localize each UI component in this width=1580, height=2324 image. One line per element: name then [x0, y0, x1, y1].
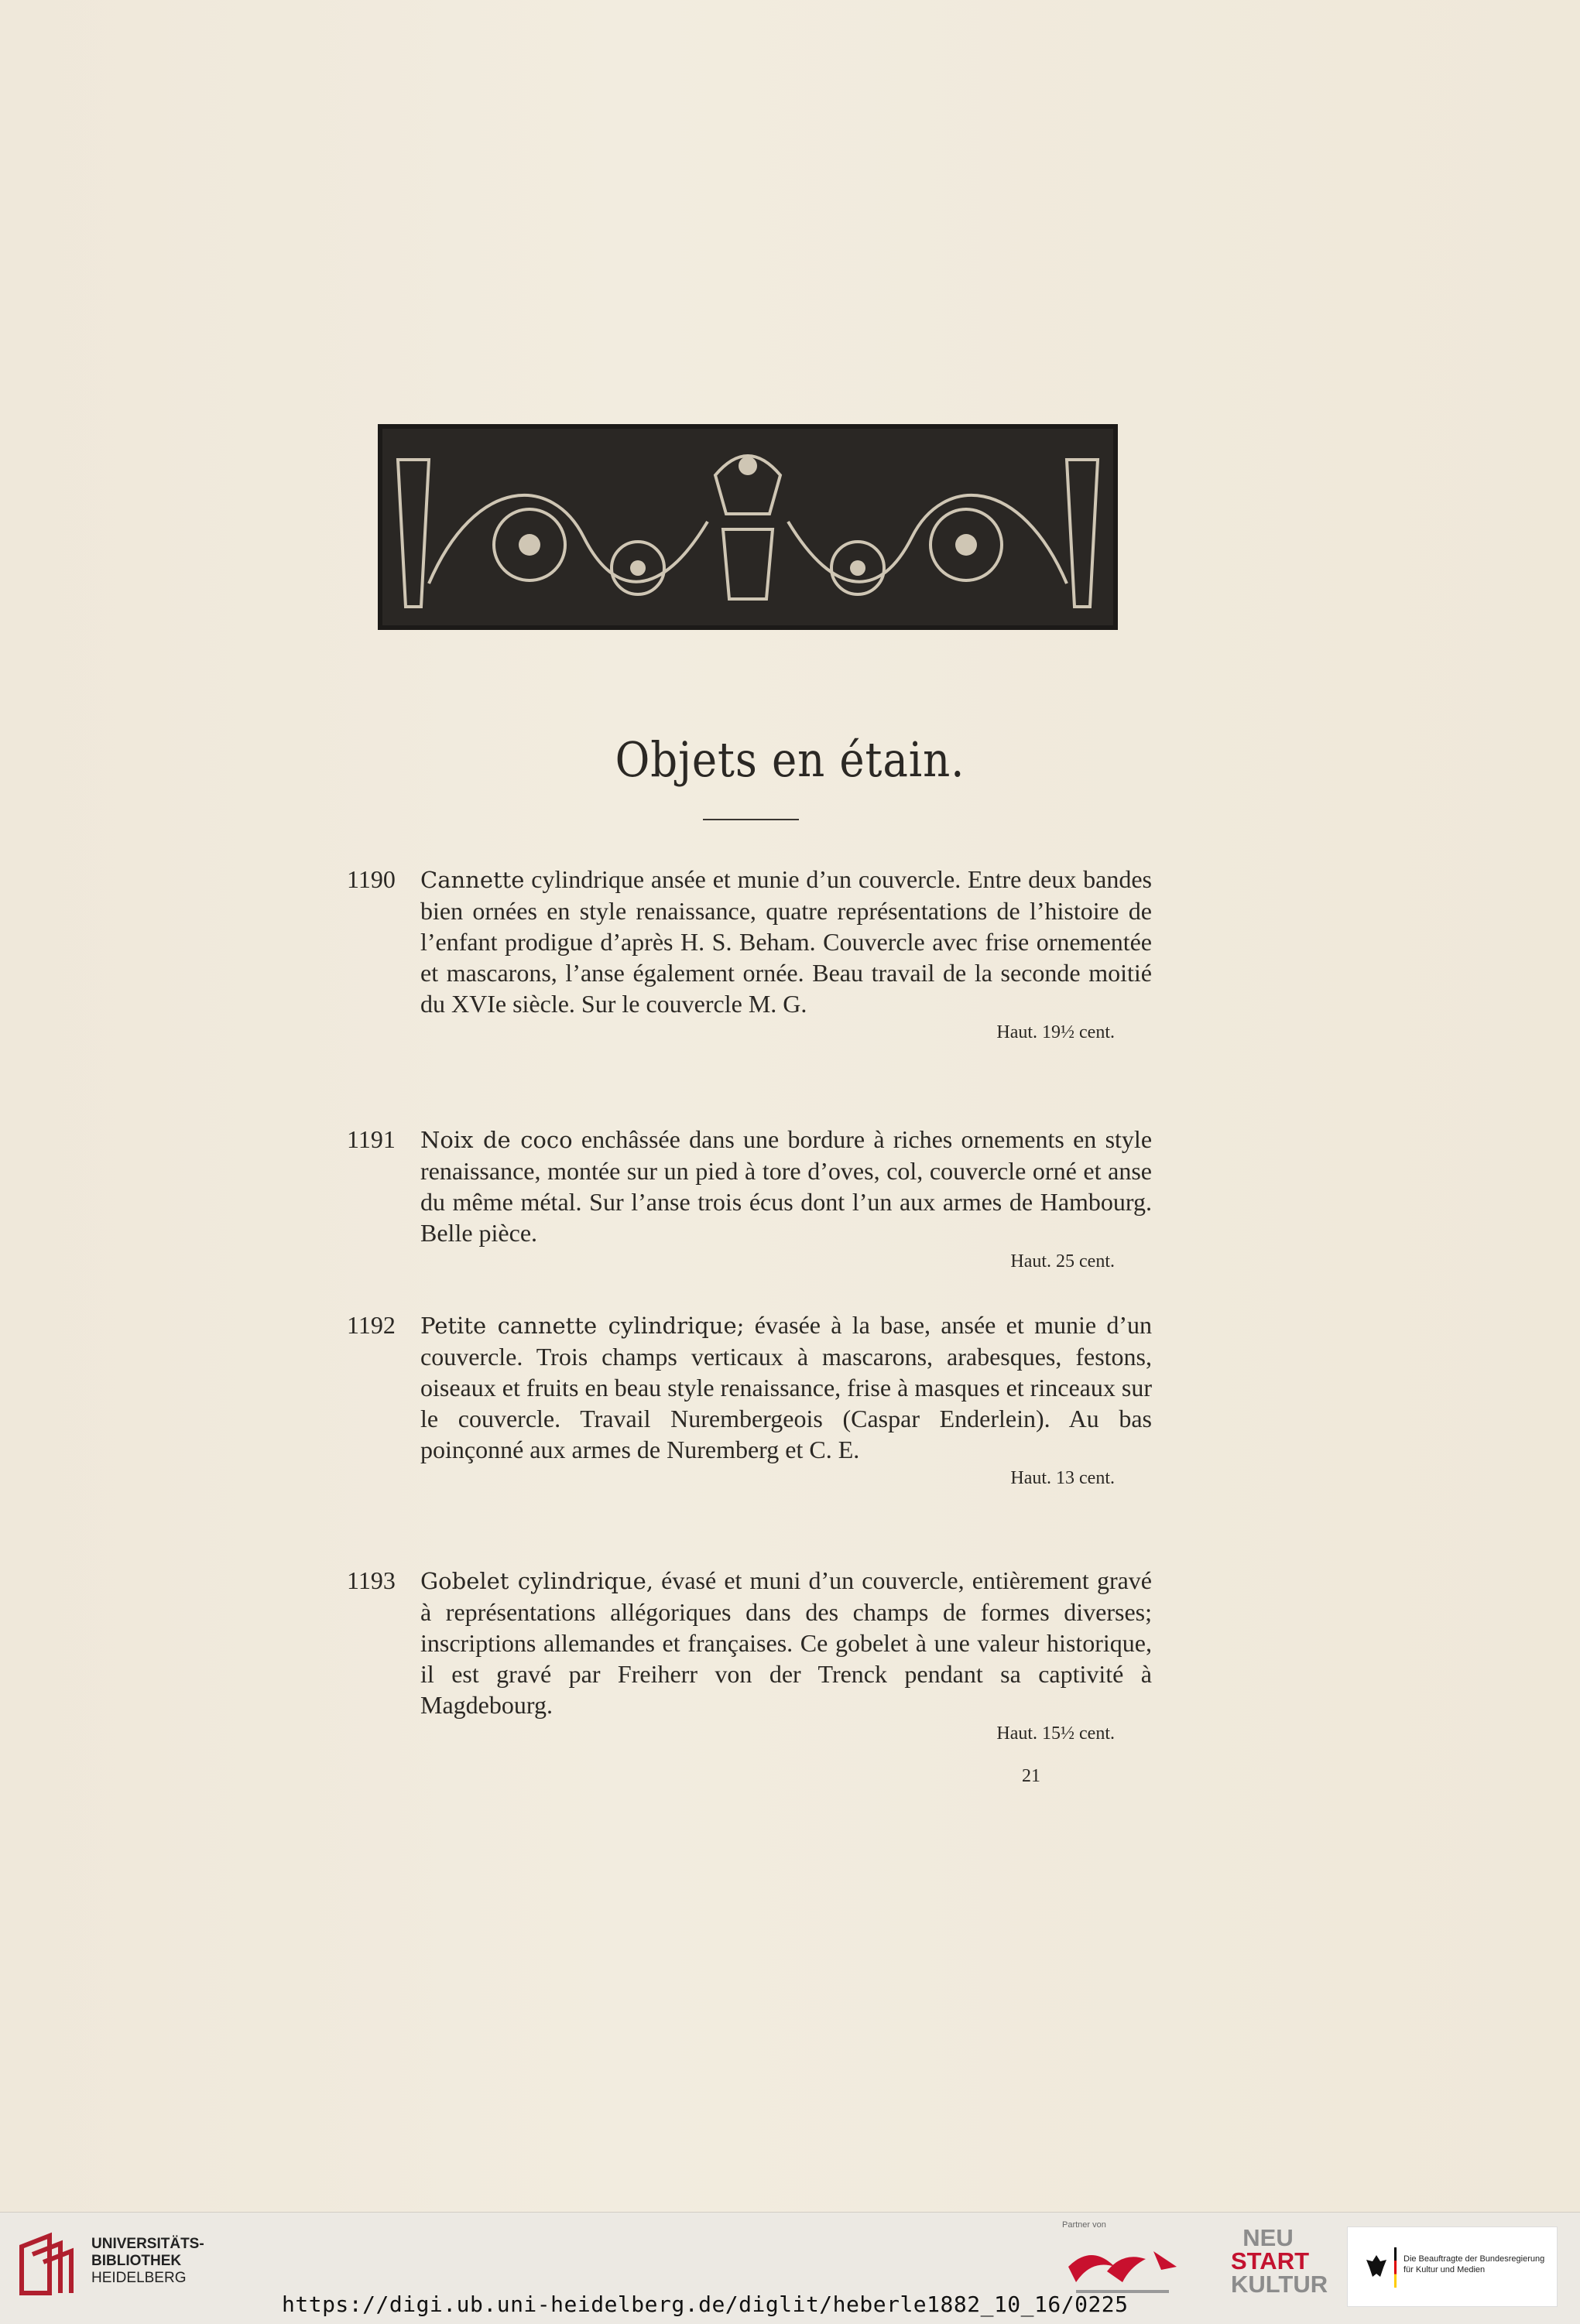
- catalog-entry-1192: [347, 1309, 1152, 1490]
- library-name-line2: BIBLIOTHEK: [91, 2253, 182, 2269]
- catalog-entry-1191: [347, 1124, 1152, 1273]
- entry-description: [420, 864, 1152, 1019]
- entry-number: 1191: [347, 1125, 396, 1153]
- entry-text: enchâssée dans une bordure à riches ornements en style renaissance, montée sur un pied à tore d’oves, col, couvercle orné et anse du même métal. Sur l’anse trois écus dont l’un aux armes de Hambourg. Belle pièce.: [420, 1125, 1153, 1247]
- entry-description: [420, 1124, 1152, 1248]
- page-number: 21: [1022, 1766, 1040, 1786]
- partner-label: Partner von: [1062, 2220, 1106, 2230]
- entry-dimension: Haut. 19½ cent.: [996, 1022, 1115, 1042]
- entry-description: [420, 1565, 1152, 1720]
- entry-lead: Petite cannette cylindrique;: [420, 1313, 745, 1339]
- entry-text: évasé et muni d’un couvercle, entièrement gravé à représentations allégoriques dans des champs de formes diverses; inscriptions allemandes et françaises. Ce gobelet à une valeur historique, il est gravé par Freiherr von der Trenck pendant sa captivité à Magdebourg.: [420, 1566, 1153, 1719]
- bkm-text-line2: für Kultur und Medien: [1403, 2265, 1486, 2274]
- university-library-logo-icon[interactable]: [14, 2231, 81, 2298]
- entry-dimension: Haut. 25 cent.: [1010, 1251, 1115, 1272]
- entry-lead: Cannette: [420, 867, 525, 893]
- library-name[interactable]: [91, 2236, 204, 2287]
- viewer-footer: [0, 2212, 1580, 2324]
- entry-lead: Noix de coco: [420, 1127, 573, 1153]
- entry-dimension: Haut. 13 cent.: [1010, 1468, 1115, 1488]
- entry-text: évasée à la base, ansée et munie d’un couvercle. Trois champs verticaux à mascarons, arabesques, festons, oiseaux et fruits en beau style renaissance, frise à masques et rinceaux sur le couvercle. Travail Nurembergeois (Caspar Enderlein). Au bas poinçonné aux armes de Nuremberg et C. E.: [420, 1311, 1152, 1463]
- library-name-line1: UNIVERSITÄTS-: [91, 2236, 204, 2252]
- section-title: Objets en étain.: [615, 731, 965, 788]
- entry-number: 1192: [347, 1311, 396, 1339]
- decorative-headpiece: [378, 424, 1118, 630]
- neustart-line3: KULTUR: [1231, 2271, 1328, 2298]
- neustart-line1: NEU: [1242, 2224, 1294, 2251]
- entry-lead: Gobelet cylindrique,: [420, 1568, 653, 1594]
- bkm-text-line1: Die Beauftragte der Bundesregierung: [1403, 2254, 1545, 2264]
- neustart-kultur-logo[interactable]: [1231, 2220, 1328, 2316]
- catalog-entry-1193: [347, 1565, 1152, 1745]
- federal-eagle-icon: [1365, 2254, 1388, 2280]
- permalink-url[interactable]: https://digi.ub.uni-heidelberg.de/diglit/heberle1882_10_16/0225: [282, 2291, 1129, 2317]
- bkm-text: [1403, 2254, 1544, 2275]
- flag-bar: [1394, 2247, 1397, 2288]
- entry-description: [420, 1309, 1152, 1465]
- entry-dimension: Haut. 15½ cent.: [996, 1723, 1115, 1744]
- catalog-entry-1190: [347, 864, 1152, 1044]
- neustart-line2: START: [1231, 2247, 1310, 2274]
- entry-number: 1193: [347, 1566, 396, 1594]
- entry-text: cylindrique ansée et munie d’un couvercle. Entre deux bandes bien ornées en style renaissance, quatre représentations de l’histoire de l’enfant prodigue d’après H. S. Beham. Couvercle avec frise ornementée et mascarons, l’anse également ornée. Beau travail de la seconde moitié du XVIe siècle. Sur le couvercle M. G.: [420, 865, 1153, 1018]
- entry-number: 1190: [347, 865, 396, 893]
- library-name-line3: HEIDELBERG: [91, 2270, 187, 2286]
- title-divider: [703, 819, 799, 820]
- federal-culture-commissioner-logo[interactable]: [1347, 2226, 1558, 2307]
